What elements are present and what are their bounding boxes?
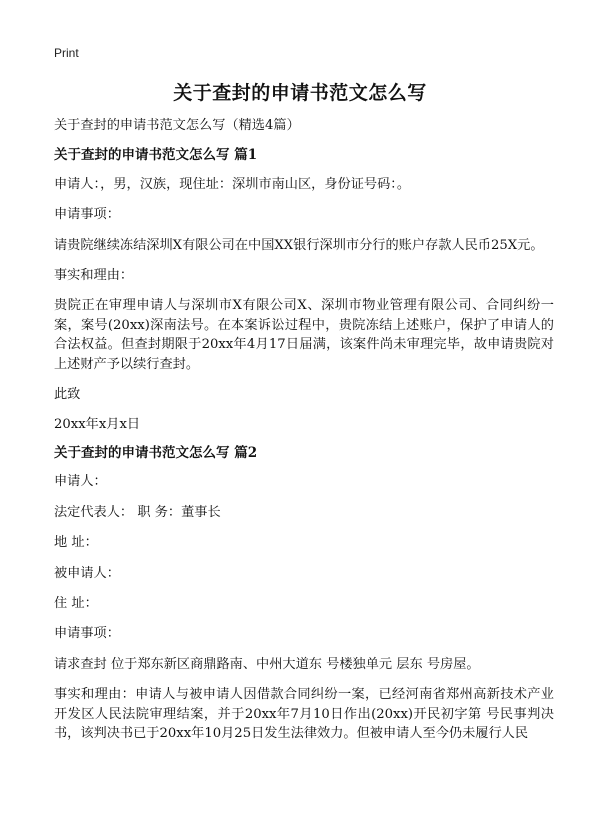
document-body [54, 116, 554, 754]
section-1-heading: 关于查封的申请书范文怎么写 篇1 [54, 147, 258, 164]
section-2-facts: 事实和理由：申请人与被申请人因借款合同纠纷一案，已经河南省郑州高新技术产业开发区人民法院审理结案，并于20xx年7月10日作出(20xx)开民初字第 号民事判决书，该判决书已于20xx年10月25日发生法律效力。但被申请人至今仍未履行人民 [54, 687, 554, 741]
document-title: 关于查封的申请书范文怎么写 [173, 82, 427, 104]
section-2-residence: 住 址： [54, 595, 98, 611]
print-label[interactable]: Print [54, 46, 79, 60]
section-2-respondent: 被申请人： [54, 565, 120, 581]
section-1-facts-label: 事实和理由： [54, 268, 134, 284]
section-1-applicant: 申请人：，男，汉族，现住址：深圳市南山区，身份证号码：。 [54, 176, 411, 192]
section-1-matters: 请贵院继续冻结深圳X有限公司在中国XX银行深圳市分行的账户存款人民币25X元。 [54, 237, 544, 253]
section-2-heading: 关于查封的申请书范文怎么写 篇2 [54, 444, 258, 461]
section-2-matters: 请求查封 位于郑东新区商鼎路南、中州大道东 号楼独单元 层东 号房屋。 [54, 656, 480, 672]
section-1-closing: 此致 [54, 387, 81, 403]
section-1-facts: 贵院正在审理申请人与深圳市X有限公司X、深圳市物业管理有限公司、合同纠纷一案，案号(20xx)深南法号。在本案诉讼过程中，贵院冻结上述账户，保护了申请人的合法权益。但查封期限于20xx年4月17日届满，该案件尚未审理完毕，故申请贵院对上述财产予以续行查封。 [54, 298, 554, 372]
section-2-matters-label: 申请事项： [54, 626, 120, 642]
document-subtitle: 关于查封的申请书范文怎么写（精选4篇） [54, 118, 300, 133]
section-2-legal-rep: 法定代表人： 职 务：董事长 [54, 504, 221, 520]
section-2-address: 地 址： [54, 535, 98, 551]
section-1-date: 20xx年x月x日 [54, 417, 141, 433]
section-2-applicant: 申请人： [54, 474, 107, 490]
section-1-matters-label: 申请事项： [54, 207, 120, 223]
